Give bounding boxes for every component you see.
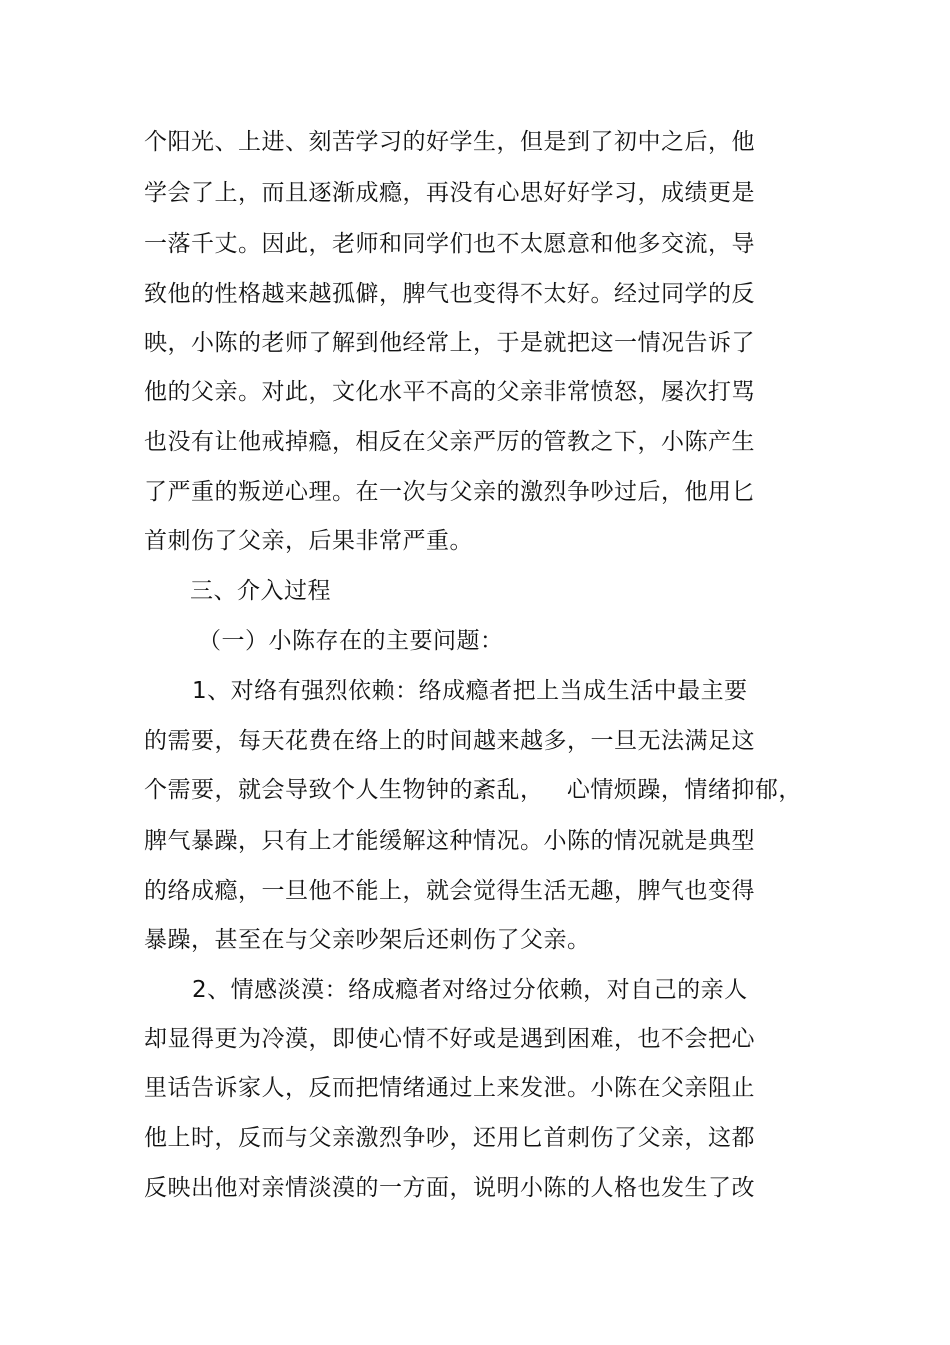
paragraph-line: 反映出他对亲情淡漠的一方面，说明小陈的人格也发生了改 bbox=[144, 1175, 755, 1201]
paragraph-line: 一落千丈。因此，老师和同学们也不太愿意和他多交流，导 bbox=[144, 231, 755, 257]
paragraph-line: 脾气暴躁，只有上才能缓解这种情况。小陈的情况就是典型 bbox=[144, 828, 755, 854]
paragraph-line: 里话告诉家人，反而把情绪通过上来发泄。小陈在父亲阻止 bbox=[144, 1075, 755, 1101]
paragraph-line: 个需要，就会导致个人生物钟的紊乱， 心情烦躁，情绪抑郁， bbox=[144, 777, 802, 803]
paragraph-line: 却显得更为冷漠，即使心情不好或是遇到困难，也不会把心 bbox=[144, 1026, 755, 1052]
paragraph-line: 暴躁，甚至在与父亲吵架后还刺伤了父亲。 bbox=[144, 927, 591, 953]
paragraph-line: 映，小陈的老师了解到他经常上，于是就把这一情况告诉了 bbox=[144, 330, 755, 356]
paragraph-line: 的络成瘾，一旦他不能上，就会觉得生活无趣，脾气也变得 bbox=[144, 878, 755, 904]
paragraph-line: 的需要，每天花费在络上的时间越来越多，一旦无法满足这 bbox=[144, 728, 755, 754]
paragraph-line: 也没有让他戒掉瘾，相反在父亲严厉的管教之下，小陈产生 bbox=[144, 429, 755, 455]
paragraph-line: 他上时，反而与父亲激烈争吵，还用匕首刺伤了父亲，这都 bbox=[144, 1125, 755, 1151]
paragraph-line: 了严重的叛逆心理。在一次与父亲的激烈争吵过后，他用匕 bbox=[144, 479, 755, 505]
paragraph-line: 致他的性格越来越孤僻，脾气也变得不太好。经过同学的反 bbox=[144, 281, 755, 307]
paragraph-line: 学会了上，而且逐渐成瘾，再没有心思好好学习，成绩更是 bbox=[144, 180, 755, 206]
paragraph-line: 2、情感淡漠：络成瘾者对络过分依赖，对自己的亲人 bbox=[192, 977, 748, 1003]
section-heading: 三、介入过程 bbox=[190, 578, 331, 604]
paragraph-line: 首刺伤了父亲，后果非常严重。 bbox=[144, 528, 473, 554]
subsection-heading: （一）小陈存在的主要问题： bbox=[198, 628, 504, 654]
paragraph-line: 他的父亲。对此，文化水平不高的父亲非常愤怒，屡次打骂 bbox=[144, 379, 755, 405]
paragraph-line: 1、对络有强烈依赖：络成瘾者把上当成生活中最主要 bbox=[192, 678, 748, 704]
paragraph-line: 个阳光、上进、刻苦学习的好学生，但是到了初中之后，他 bbox=[144, 129, 755, 155]
